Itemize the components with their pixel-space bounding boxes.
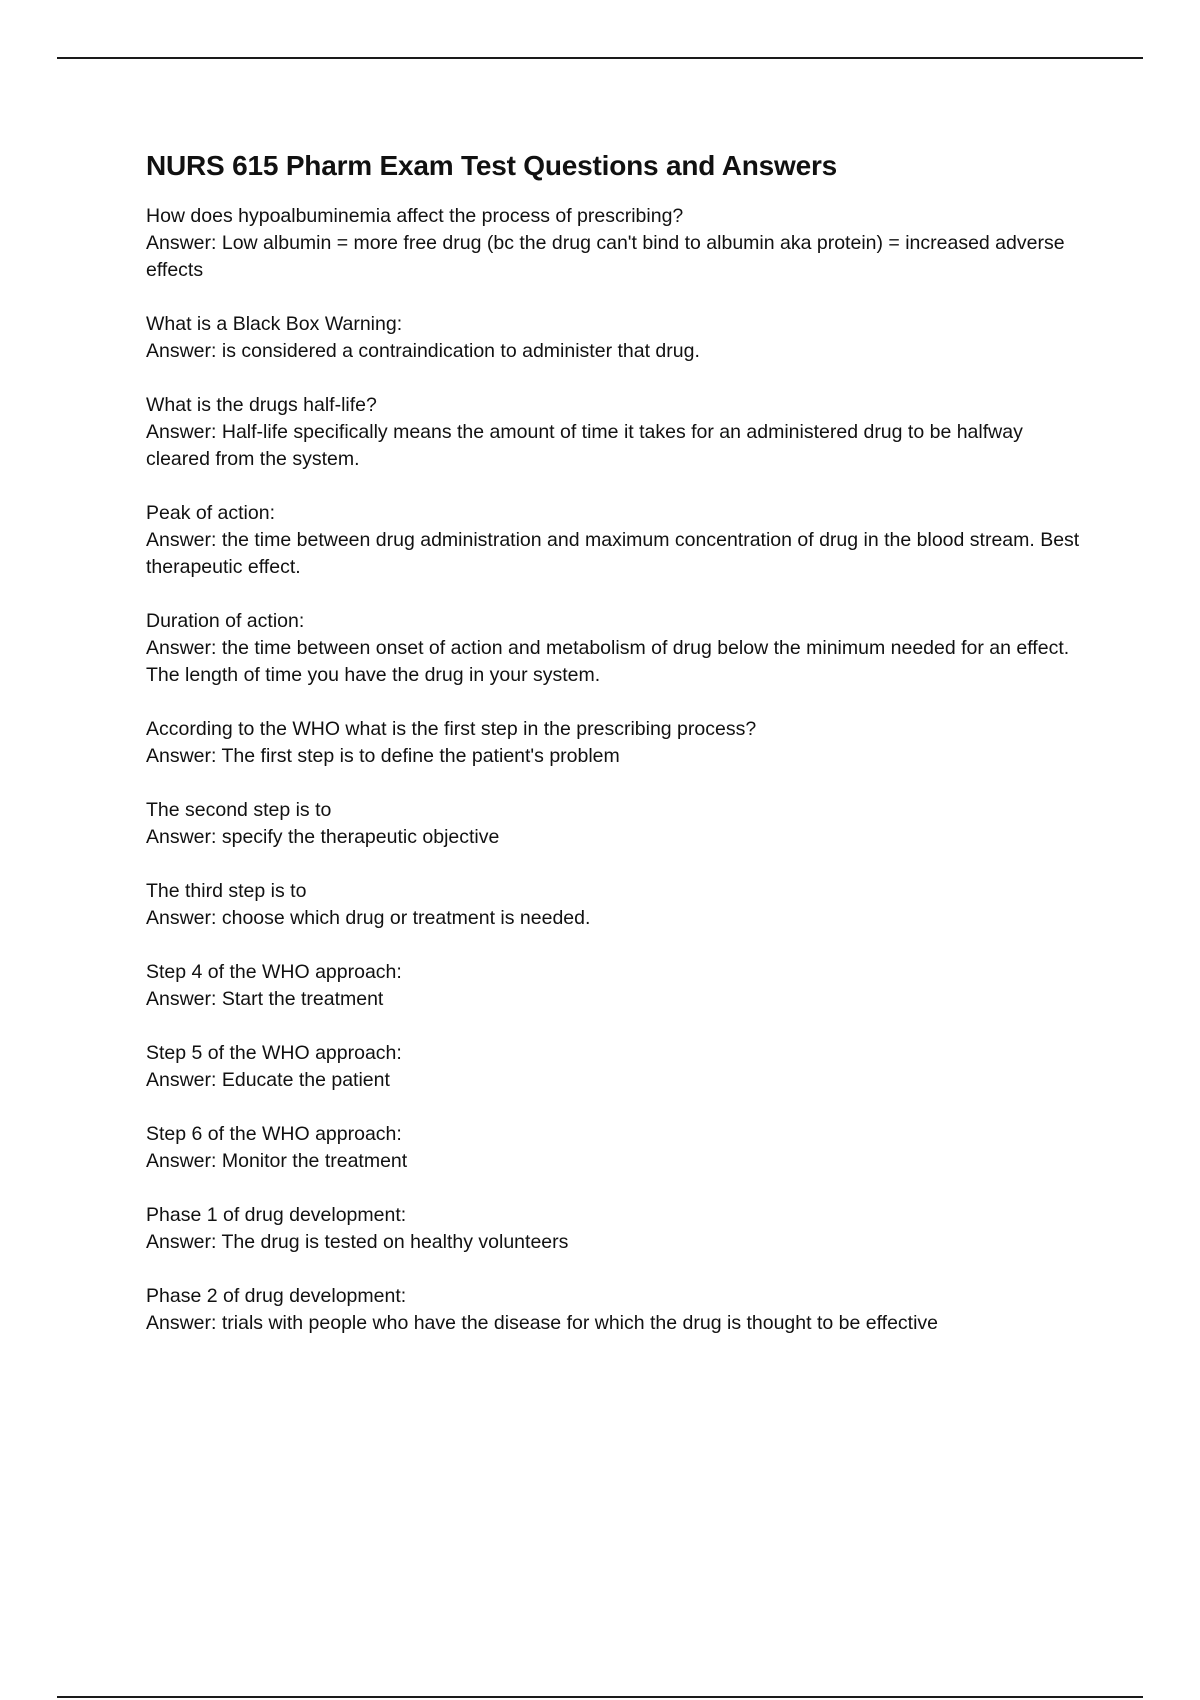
answer-text: Answer: The first step is to define the patient's problem <box>146 745 620 767</box>
answer-text: Answer: trials with people who have the disease for which the drug is thought to be effective <box>146 1312 939 1334</box>
answer-text: Answer: Low albumin = more free drug (bc the drug can't bind to albumin aka protein) = increased adverse effects <box>146 232 1065 281</box>
qa-item <box>146 1283 1086 1337</box>
document-title: NURS 615 Pharm Exam Test Questions and Answers <box>146 150 838 181</box>
answer-text: Answer: the time between onset of action and metabolism of drug below the minimum needed for an effect. The length of time you have the drug in your system. <box>146 637 1070 686</box>
question-text: Step 5 of the WHO approach: <box>146 1042 402 1064</box>
qa-item <box>146 959 1086 1013</box>
answer-text: Answer: Start the treatment <box>146 988 384 1010</box>
qa-item <box>146 1040 1086 1094</box>
qa-item <box>146 392 1086 473</box>
answer-text: Answer: choose which drug or treatment is needed. <box>146 907 591 929</box>
answer-text: Answer: The drug is tested on healthy volunteers <box>146 1231 569 1253</box>
question-text: What is the drugs half-life? <box>146 394 377 416</box>
question-text: Step 4 of the WHO approach: <box>146 961 402 983</box>
qa-item <box>146 203 1086 284</box>
answer-text: Answer: the time between drug administration and maximum concentration of drug in the blood stream. Best therapeutic effect. <box>146 529 1080 578</box>
answer-text: Answer: Educate the patient <box>146 1069 390 1091</box>
qa-item <box>146 1202 1086 1256</box>
question-text: The third step is to <box>146 880 307 902</box>
answer-text: Answer: Monitor the treatment <box>146 1150 408 1172</box>
question-text: Step 6 of the WHO approach: <box>146 1123 402 1145</box>
question-text: Duration of action: <box>146 610 305 632</box>
answer-text: Answer: is considered a contraindication to administer that drug. <box>146 340 700 362</box>
question-text: Phase 2 of drug development: <box>146 1285 407 1307</box>
qa-item <box>146 500 1086 581</box>
footer-rule <box>57 1696 1143 1698</box>
document-body <box>146 146 1086 1364</box>
question-text: The second step is to <box>146 799 332 821</box>
question-text: Peak of action: <box>146 502 275 524</box>
answer-text: Answer: specify the therapeutic objective <box>146 826 500 848</box>
question-text: Phase 1 of drug development: <box>146 1204 407 1226</box>
question-text: How does hypoalbuminemia affect the process of prescribing? <box>146 205 684 227</box>
qa-item <box>146 716 1086 770</box>
qa-item <box>146 311 1086 365</box>
qa-item <box>146 878 1086 932</box>
question-text: What is a Black Box Warning: <box>146 313 403 335</box>
qa-item <box>146 1121 1086 1175</box>
header-rule <box>57 57 1143 59</box>
question-text: According to the WHO what is the first step in the prescribing process? <box>146 718 757 740</box>
qa-item <box>146 797 1086 851</box>
qa-item <box>146 608 1086 689</box>
answer-text: Answer: Half-life specifically means the amount of time it takes for an administered drug to be halfway cleared from the system. <box>146 421 1023 470</box>
